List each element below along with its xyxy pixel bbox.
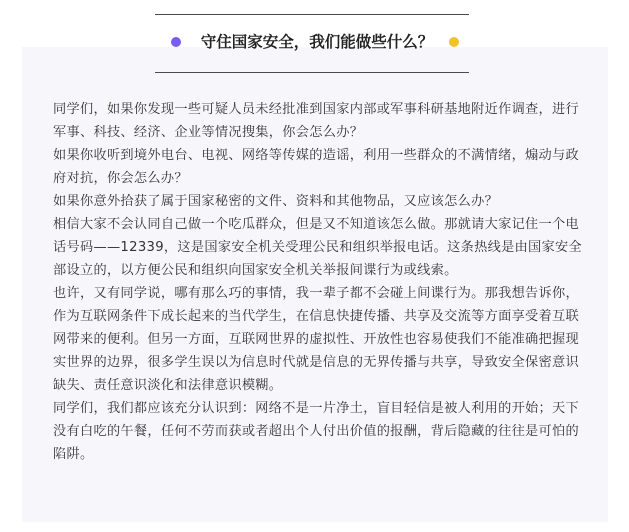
- paragraph: 相信大家不会认同自己做一个吃瓜群众，但是又不知道该怎么做。那就请大家记住一个电话号码——12339，这是国家安全机关受理公民和组织举报电话。这条热线是由国家安全部设立的，以方便公民和组织向国家安全机关举报间谍行为或线索。: [53, 217, 582, 278]
- paragraph: 同学们，如果你发现一些可疑人员未经批准到国家内部或军事科研基地附近作调查，进行军事、科技、经济、企业等情况搜集，你会怎么办？: [53, 102, 580, 140]
- paragraph: 同学们，我们都应该充分认识到：网络不是一片净土，盲目轻信是被人利用的开始；天下没有白吃的午餐，任何不劳而获或者超出个人付出价值的报酬，背后隐藏的往往是可怕的陷阱。: [53, 401, 580, 462]
- article-body: [53, 98, 588, 466]
- right-dot-icon: [449, 37, 459, 47]
- title-top-rule: [155, 14, 469, 15]
- paragraph: 也许，又有同学说，哪有那么巧的事情，我一辈子都不会碰上间谍行为。那我想告诉你，作为互联网条件下成长起来的当代学生，在信息快捷传播、共享及交流等方面享受着互联网带来的便利。但另一方面，互联网世界的虚拟性、开放性也容易使我们不能准确把握现实世界的边界，很多学生误以为信息时代就是信息的无界传播与共享，导致安全保密意识缺失、责任意识淡化和法律意识模糊。: [53, 286, 580, 393]
- left-dot-icon: [171, 37, 181, 47]
- page-title: 守住国家安全，我们能做些什么？: [200, 33, 434, 51]
- paragraph: 如果你收听到境外电台、电视、网络等传媒的造谣，利用一些群众的不满情绪，煽动与政府对抗，你会怎么办？: [53, 148, 580, 186]
- paragraph: 如果你意外拾获了属于国家秘密的文件、资料和其他物品，又应该怎么办？: [53, 194, 499, 209]
- title-bottom-rule: [155, 72, 469, 73]
- title-block: [155, 14, 469, 74]
